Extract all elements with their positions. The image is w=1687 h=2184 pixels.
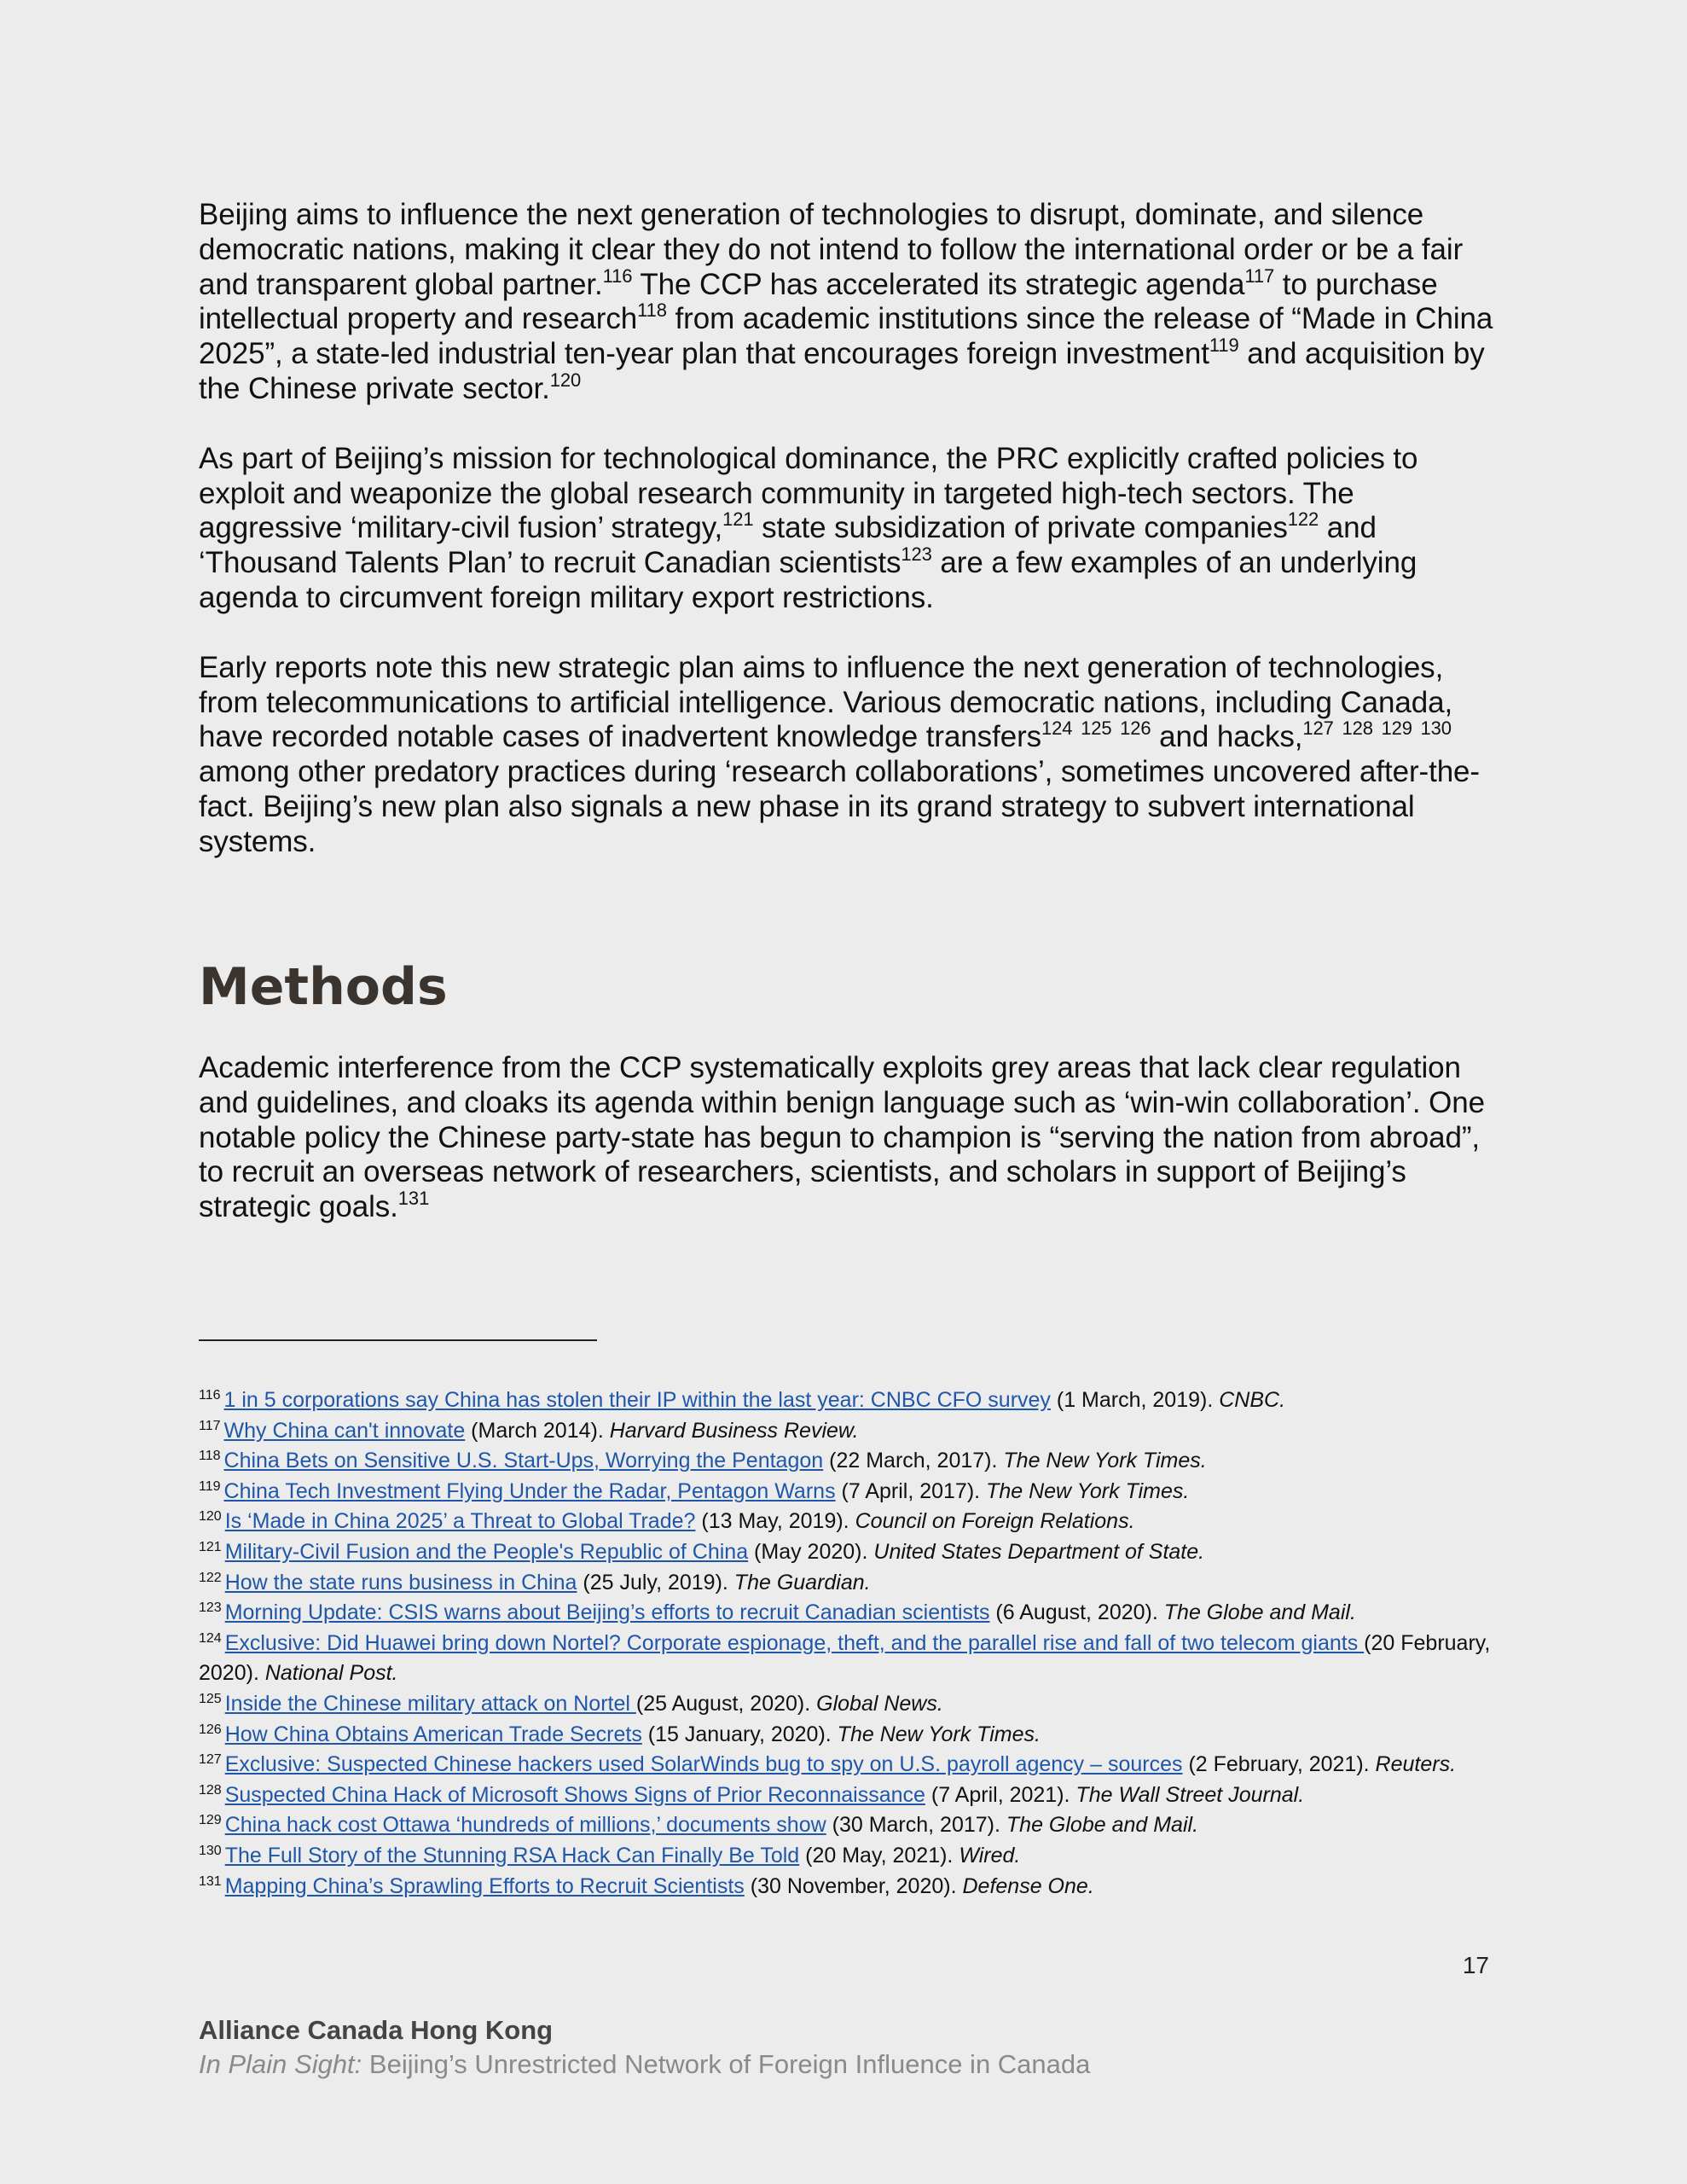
paragraph-text: from academic institutions since the release of “Made in China 2025”, a state-led industrial ten-year plan that encourages foreign investment [199, 302, 1493, 371]
footnote-source: Council on Foreign Relations. [855, 1509, 1135, 1534]
footnote-number: 128 [199, 1782, 222, 1798]
paragraph-text: As part of Beijing’s mission for technological dominance, the PRC explicitly crafted policies to exploit and weaponize the global research community in targeted high-tech sectors. The aggressive ‘military-civil fusion’ strategy, [199, 441, 1418, 545]
footnote-date: (2 February, 2021). [1182, 1752, 1376, 1777]
paragraph-text: Beijing aims to influence the next generation of technologies to disrupt, dominate, and silence democratic nations, making it clear they do not intend to follow the international order or be a fair and transparent global partner. [199, 198, 1464, 301]
paragraph-3 [199, 651, 1495, 860]
footnote-date: (30 November, 2020). [744, 1873, 963, 1898]
body-text [199, 198, 1495, 895]
footnote-source: United States Department of State. [873, 1539, 1205, 1564]
footnote-link[interactable]: Suspected China Hack of Microsoft Shows Signs of Prior Reconnaissance [224, 1782, 925, 1807]
footnote-number: 125 [199, 1691, 222, 1706]
footnote-date: (6 August, 2020). [989, 1600, 1164, 1625]
footnote-ref[interactable]: 118 [637, 299, 667, 322]
paragraph-text: are a few examples of an underlying agenda to circumvent foreign military export restrictions. [199, 546, 1417, 614]
footnote-ref[interactable]: 126 [1120, 717, 1151, 740]
footnote-source: Harvard Business Review. [609, 1418, 859, 1443]
footnote-source: The New York Times. [1003, 1449, 1207, 1473]
footnote-item [199, 1720, 1495, 1751]
footnote-date: (March 2014). [465, 1418, 610, 1443]
footnote-link[interactable]: Mapping China’s Sprawling Efforts to Recruit Scientists [224, 1873, 745, 1898]
footnote-date: (30 March, 2017). [826, 1813, 1006, 1838]
footnote-item [199, 1385, 1495, 1416]
footnote-number: 123 [199, 1600, 222, 1616]
footnote-number: 131 [199, 1873, 222, 1889]
footnote-link[interactable]: How China Obtains American Trade Secrets [224, 1722, 642, 1746]
footnote-item [199, 1568, 1495, 1599]
footnote-item [199, 1598, 1495, 1629]
footnote-date: (25 July, 2019). [577, 1570, 734, 1594]
footnote-item [199, 1629, 1495, 1689]
footnote-link[interactable]: How the state runs business in China [224, 1570, 577, 1594]
footnote-item [199, 1416, 1495, 1447]
footer-title-italic: In Plain Sight: [199, 2049, 362, 2079]
footnote-link[interactable]: Why China can't innovate [223, 1418, 466, 1443]
footnote-number: 129 [199, 1813, 222, 1828]
footnote-ref[interactable]: 128 [1342, 717, 1373, 740]
footnote-ref[interactable]: 120 [549, 369, 582, 391]
footnote-link[interactable]: Exclusive: Suspected Chinese hackers used SolarWinds bug to spy on U.S. payroll agency – sources [224, 1752, 1183, 1777]
footnote-ref[interactable]: 121 [722, 508, 754, 531]
paragraph-text: and ‘Thousand Talents Plan’ to recruit Canadian scientists [199, 511, 1377, 580]
footnote-date: (May 2020). [748, 1539, 874, 1564]
footnote-item [199, 1872, 1495, 1902]
footnote-date: (7 April, 2017). [835, 1478, 987, 1503]
footnote-source: The New York Times. [986, 1478, 1190, 1503]
footnote-number: 120 [199, 1509, 222, 1525]
paragraph-methods [199, 1051, 1495, 1225]
footnote-date: (1 March, 2019). [1050, 1388, 1220, 1412]
paragraph-text: to purchase intellectual property and research [199, 267, 1438, 336]
footnotes [199, 1385, 1495, 1902]
paragraph-text: Early reports note this new strategic plan aims to influence the next generation of technologies, from telecommunications to artificial intelligence. Various democratic nations, including Canada, have recorded notable cases of inadvertent knowledge transfers [199, 650, 1453, 754]
footnote-link[interactable]: Military-Civil Fusion and the People's Republic of China [224, 1539, 749, 1564]
footnote-item [199, 1810, 1495, 1841]
footnote-divider [199, 1339, 597, 1341]
paragraph-2 [199, 442, 1495, 616]
footnote-ref[interactable]: 127 [1302, 717, 1334, 740]
footnote-date: (13 May, 2019). [695, 1509, 855, 1534]
footnote-item [199, 1780, 1495, 1811]
footer-organization: Alliance Canada Hong Kong [199, 2015, 554, 2045]
paragraph-1 [199, 198, 1495, 407]
footnote-ref[interactable]: 124 [1041, 717, 1073, 740]
footnote-ref[interactable]: 125 [1081, 717, 1112, 740]
paragraph-text: The CCP has accelerated its strategic agenda [632, 267, 1245, 301]
paragraph-text: and acquisition by the Chinese private sector. [199, 337, 1485, 405]
footnote-date: (7 April, 2021). [925, 1782, 1076, 1807]
footnote-date: (25 August, 2020). [635, 1691, 817, 1716]
paragraph-text: state subsidization of private companies [753, 511, 1288, 545]
footnote-number: 117 [199, 1418, 221, 1433]
footnote-source: National Post. [264, 1661, 398, 1686]
footnote-item [199, 1750, 1495, 1780]
footnote-link[interactable]: Inside the Chinese military attack on Nortel [224, 1691, 636, 1716]
methods-body [199, 1051, 1495, 1260]
section-heading-methods: Methods [199, 957, 448, 1017]
footnote-link[interactable]: China hack cost Ottawa ‘hundreds of millions,’ documents show [224, 1813, 826, 1838]
footnote-number: 118 [199, 1449, 221, 1464]
footnote-source: The Guardian. [733, 1570, 871, 1594]
footnote-number: 130 [199, 1843, 222, 1858]
footnote-ref[interactable]: 123 [901, 543, 932, 566]
footnote-number: 127 [199, 1752, 222, 1768]
footnote-item [199, 1689, 1495, 1720]
footnote-ref[interactable]: 131 [397, 1188, 430, 1210]
footnote-source: The Wall Street Journal. [1075, 1782, 1305, 1807]
footer-title-rest: Beijing’s Unrestricted Network of Foreign Influence in Canada [362, 2049, 1091, 2079]
paragraph-text: Academic interference from the CCP systematically exploits grey areas that lack clear regulation and guidelines, and cloaks its agenda within benign language such as ‘win-win collaboration’. One notable policy the Chinese party-state has begun to champion is “serving the nation from abroad”, to recruit an overseas network of researchers, scientists, and scholars in support of Beijing’s strategic goals. [199, 1051, 1485, 1224]
footnote-source: The Globe and Mail. [1163, 1600, 1356, 1625]
footnote-ref[interactable]: 130 [1420, 717, 1452, 740]
footnote-source: Defense One. [962, 1873, 1094, 1898]
footnote-number: 121 [199, 1539, 222, 1554]
footnote-ref[interactable]: 119 [1209, 334, 1239, 357]
footnote-number: 116 [199, 1388, 221, 1403]
footnote-link[interactable]: The Full Story of the Stunning RSA Hack Can Finally Be Told [224, 1843, 800, 1867]
footnote-source: Reuters. [1375, 1752, 1457, 1777]
footnote-date: (20 February, 2020). [199, 1630, 1491, 1686]
footnote-item [199, 1507, 1495, 1537]
footnote-number: 126 [199, 1722, 222, 1737]
footnote-date: (22 March, 2017). [823, 1449, 1004, 1473]
footnote-item [199, 1477, 1495, 1507]
footnote-ref[interactable]: 116 [602, 264, 633, 287]
footnote-ref[interactable]: 117 [1244, 264, 1275, 287]
footnote-link[interactable]: China Tech Investment Flying Under the Radar, Pentagon Warns [223, 1478, 836, 1503]
footnote-date: (15 January, 2020). [641, 1722, 838, 1746]
footer-document-title [199, 2049, 1090, 2080]
footnote-source: Wired. [959, 1843, 1021, 1867]
footnote-number: 119 [199, 1478, 221, 1494]
page-number: 17 [1462, 1952, 1489, 1978]
footnote-source: The Globe and Mail. [1006, 1813, 1199, 1838]
footnote-link[interactable]: Exclusive: Did Huawei bring down Nortel? Corporate espionage, theft, and the parallel rise and fall of two telecom giants [224, 1630, 1365, 1655]
footnote-date: (20 May, 2021). [799, 1843, 959, 1867]
paragraph-text: among other predatory practices during ‘research collaborations’, sometimes uncovered after-the-fact. Beijing’s new plan also signals a new phase in its grand strategy to subvert international systems. [199, 755, 1480, 858]
paragraph-text: and hacks, [1151, 720, 1303, 754]
footnote-ref[interactable]: 122 [1287, 508, 1319, 531]
footnote-source: CNBC. [1219, 1388, 1286, 1412]
footnote-number: 124 [199, 1630, 222, 1646]
footnote-link[interactable]: Morning Update: CSIS warns about Beijing’s efforts to recruit Canadian scientists [224, 1600, 990, 1625]
footnote-source: The New York Times. [837, 1722, 1041, 1746]
footnote-link[interactable]: Is ‘Made in China 2025’ a Threat to Global Trade? [224, 1509, 696, 1534]
footnote-link[interactable]: 1 in 5 corporations say China has stolen their IP within the last year: CNBC CFO survey [223, 1388, 1051, 1412]
footnote-ref[interactable]: 129 [1381, 717, 1412, 740]
footnote-item [199, 1537, 1495, 1568]
footnote-item [199, 1446, 1495, 1477]
footnote-source: Global News. [816, 1691, 943, 1716]
footnote-number: 122 [199, 1570, 222, 1585]
footnote-item [199, 1841, 1495, 1872]
footnote-link[interactable]: China Bets on Sensitive U.S. Start-Ups, Worrying the Pentagon [223, 1449, 824, 1473]
